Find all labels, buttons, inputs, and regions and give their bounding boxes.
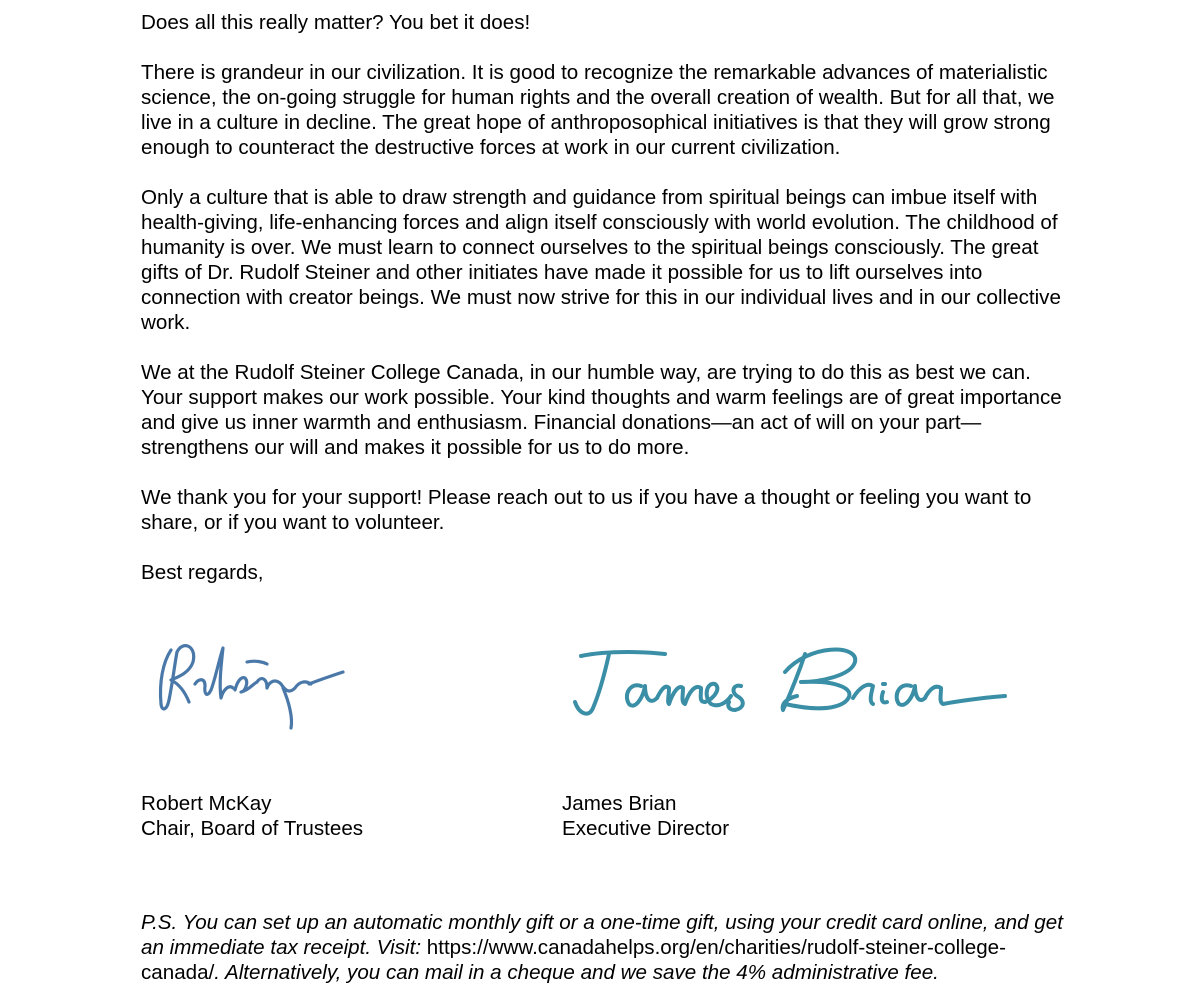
signer-name: James Brian — [562, 792, 677, 815]
robert-mckay-signature — [149, 632, 349, 732]
letter-body — [141, 10, 1071, 847]
donation-url[interactable]: https://www.canadahelps.org/en/charities/rudolf-steiner-college-canada/ — [141, 935, 1006, 984]
paragraph-3: We at the Rudolf Steiner College Canada, in our humble way, are trying to do this as best we can. Your support makes our work possible. Your kind thoughts and warm feelings are of great importance and give us inner warmth and enthusiasm. Financial donations—an act of will on your part—strengthens our will and makes it possible for us to do more. — [141, 361, 1062, 459]
opening-line: Does all this really matter? You bet it does! — [141, 11, 531, 34]
postscript — [141, 910, 1071, 985]
signer-james — [562, 791, 729, 841]
signer-robert — [141, 791, 363, 841]
james-brian-signature — [569, 642, 1009, 732]
postscript-outro: . Alternatively, you can mail in a cheque and we save the 4% administrative fee. — [214, 960, 939, 984]
postscript-intro: P.S. You can set up an automatic monthly gift or a one-time gift, using your credit card online, and get an immediate tax receipt. Visit: — [141, 910, 1063, 959]
signers-block — [141, 791, 1071, 847]
signer-title: Executive Director — [562, 817, 730, 840]
paragraph-4: We thank you for your support! Please reach out to us if you have a thought or feeling you want to share, or if you want to volunteer. — [141, 486, 1032, 534]
signer-name: Robert McKay — [141, 792, 272, 815]
signer-title: Chair, Board of Trustees — [141, 817, 364, 840]
paragraph-2: Only a culture that is able to draw strength and guidance from spiritual beings can imbue itself with health-giving, life-enhancing forces and align itself consciously with world evolution. The childhood of humanity is over. We must learn to connect ourselves to the spiritual beings consciously. The great gifts of Dr. Rudolf Steiner and other initiates have made it possible for us to lift ourselves into connection with creator beings. We must now strive for this in our individual lives and in our collective work. — [141, 186, 1061, 334]
paragraph-1: There is grandeur in our civilization. It is good to recognize the remarkable advances of materialistic science, the on-going struggle for human rights and the overall creation of wealth. But for all that, we live in a culture in decline. The great hope of anthroposophical initiatives is that they will grow strong enough to counteract the destructive forces at work in our current civilization. — [141, 61, 1055, 159]
closing-line: Best regards, — [141, 561, 264, 584]
signature-area — [141, 610, 1071, 810]
